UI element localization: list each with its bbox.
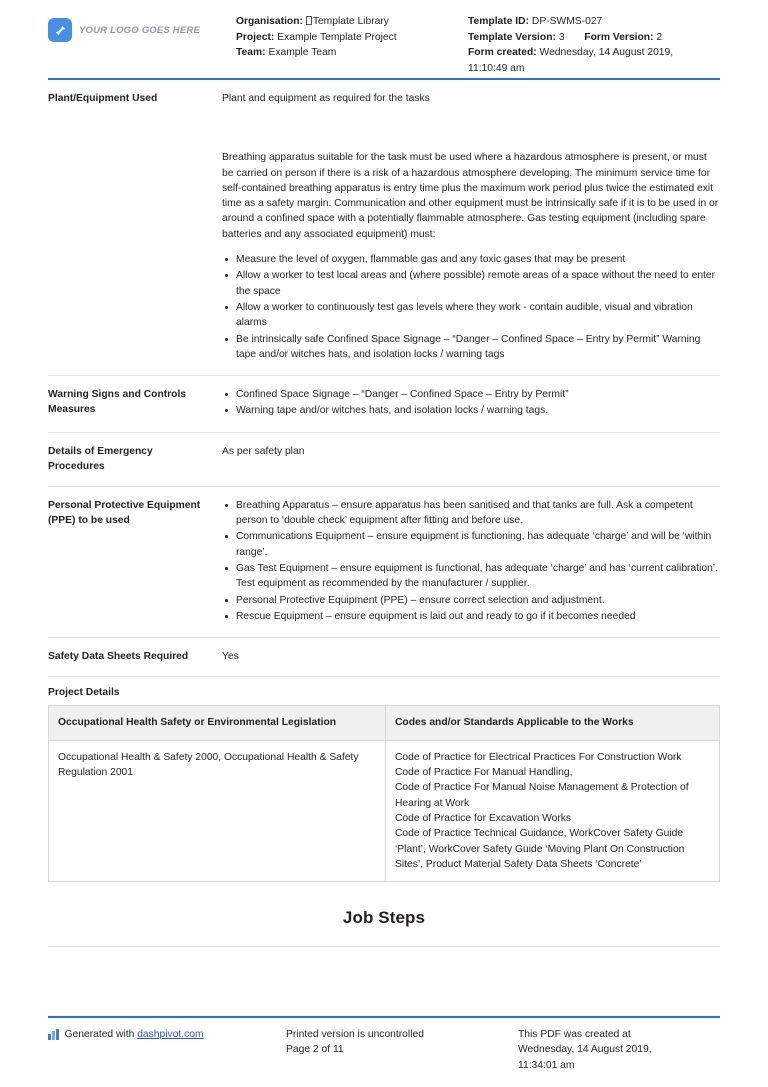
form-created-value: Wednesday, 14 August 2019, <box>539 47 674 58</box>
pdf-created-label: This PDF was created at <box>518 1028 631 1040</box>
section-intro-text: Plant and equipment as required for the tasks <box>222 93 430 104</box>
header-template-column <box>468 14 720 76</box>
section-safety-data-sheets-required <box>48 638 720 677</box>
company-logo-icon <box>48 18 72 42</box>
codes-line: Code of Practice Technical Guidance, WorkCover Safety Guide ‘Plant’, WorkCover Safety Guide ‘Moving Plant On Construction Sites’, Product Material Safety Data Sheets ‘Concrete’ <box>395 828 685 870</box>
footer-columns <box>48 1027 720 1074</box>
table-cell-codes <box>386 740 720 881</box>
section-body <box>222 498 720 625</box>
table-row <box>49 740 720 881</box>
logo-placeholder-text: YOUR LOGO GOES HERE <box>79 24 200 36</box>
form-version-value: 2 <box>656 31 663 43</box>
section-intro-text: As per safety plan <box>222 445 305 457</box>
dashpivot-link[interactable]: dashpivot.com <box>137 1028 204 1040</box>
header-form-created-line <box>468 45 720 61</box>
list-item: Gas Test Equipment – ensure equipment is functional, has adequate ‘charge’ and has ‘current calibration’. Test equipment as recommended by the manufacturer / supplier. <box>222 561 720 592</box>
table-header-row <box>49 706 720 740</box>
list-item: Warning tape and/or witches hats, and isolation locks / warning tags. <box>222 403 720 418</box>
codes-line: Code of Practice For Manual Noise Management & Protection of Hearing at Work <box>395 782 689 809</box>
section-intro-text: Yes <box>222 651 239 663</box>
list-item: Allow a worker to test local areas and (where possible) remote areas of a space without the need to enter the space <box>222 268 720 299</box>
project-label: Project: <box>236 31 275 43</box>
codes-line: Code of Practice for Excavation Works <box>395 812 572 824</box>
section-body <box>222 444 720 474</box>
organisation-value: Template Library <box>312 16 389 27</box>
list-item: Breathing Apparatus – ensure apparatus has been sanitised and that tanks are full. Ask a competent person to ‘double check’ equipment after fitting and before use. <box>222 498 720 529</box>
section-body <box>222 91 720 363</box>
vertical-spacer <box>222 106 720 150</box>
header-org-column <box>236 14 468 61</box>
list-item: Personal Protective Equipment (PPE) – ensure correct selection and adjustment. <box>222 593 720 608</box>
list-item: Measure the level of oxygen, flammable gas and any toxic gases that may be present <box>222 252 720 267</box>
list-item: Communications Equipment – ensure equipment is functioning, has adequate ‘charge’ and will be ‘within range’. <box>222 529 720 560</box>
codes-list <box>395 750 710 872</box>
logo-block <box>48 14 236 42</box>
bar-chart-icon <box>48 1029 59 1040</box>
section-label: Plant/Equipment Used <box>48 93 158 104</box>
section-bullet-list <box>222 252 720 362</box>
header-team-line <box>236 45 468 61</box>
team-value: Example Team <box>268 47 337 58</box>
section-label: Details of Emergency Procedures <box>48 445 153 472</box>
document-footer <box>48 1016 720 1074</box>
footer-divider <box>48 1016 720 1018</box>
section-bullet-list <box>222 387 720 419</box>
project-details-title: Project Details <box>48 687 120 699</box>
printed-version-notice: Printed version is uncontrolled <box>286 1028 424 1040</box>
section-label: Personal Protective Equipment (PPE) to be used <box>48 499 201 526</box>
list-item: Be intrinsically safe Confined Space Signage – “Danger – Confined Space – Entry by Permit” Warning tape and/or witches hats, and isolation locks / warning tags <box>222 332 720 363</box>
header-organisation-line <box>236 14 468 30</box>
job-steps-heading: Job Steps <box>342 908 426 928</box>
section-body <box>222 387 720 420</box>
header-versions-line <box>468 30 720 46</box>
job-steps-divider <box>48 946 720 947</box>
footer-generated-block <box>48 1027 286 1074</box>
section-body <box>222 649 720 664</box>
section-label: Safety Data Sheets Required <box>48 651 189 663</box>
section-paragraph: Breathing apparatus suitable for the task must be used where a hazardous atmosphere is present, or must be carried on person if there is a risk of a hazardous atmosphere developing. The minimum service time for self-contained breathing apparatus is entry time plus the maximum work period plus twice the estimated exit time as a safety margin. Communication and other equipment must be intrinsically safe if it is to be used in or around a confined space with a potentially flammable atmosphere. Gas testing equipment (including spare batteries and any associated equipment) must: <box>222 152 719 240</box>
codes-line: Code of Practice For Manual Handling, <box>395 767 573 779</box>
generated-with-text <box>65 1027 204 1043</box>
section-personal-protective-equipment <box>48 487 720 638</box>
list-item: Rescue Equipment – ensure equipment is laid out and ready to go if it becomes needed <box>222 609 720 624</box>
table-column-header-codes: Codes and/or Standards Applicable to the Works <box>386 706 720 740</box>
project-value: Example Template Project <box>277 31 397 43</box>
footer-print-block <box>286 1027 518 1074</box>
generated-prefix: Generated with <box>64 1028 138 1040</box>
template-version-value: 3 <box>558 31 565 43</box>
table-cell-legislation: Occupational Health & Safety 2000, Occupational Health & Safety Regulation 2001 <box>49 740 386 881</box>
header-project-line <box>236 30 468 46</box>
document-header <box>48 0 720 72</box>
template-id-value: DP-SWMS-027 <box>531 16 603 27</box>
header-form-created-time: 11:10:49 am <box>468 62 525 74</box>
section-warning-signs-and-controls-measures <box>48 376 720 433</box>
codes-line: Code of Practice for Electrical Practices For Construction Work <box>395 751 682 763</box>
template-id-label: Template ID: <box>468 16 530 27</box>
pdf-created-time: 11:34:01 am <box>518 1059 575 1071</box>
footer-pdf-created-block <box>518 1027 720 1074</box>
team-label: Team: <box>236 47 266 58</box>
section-label: Warning Signs and Controls Measures <box>48 389 187 416</box>
page-number: Page 2 of 11 <box>286 1044 344 1055</box>
template-version-label: Template Version: <box>468 31 556 43</box>
list-item: Allow a worker to continuously test gas levels where they work - contain audible, visual and vibration alarms <box>222 300 720 331</box>
table-column-header-legislation: Occupational Health Safety or Environmental Legislation <box>49 706 386 740</box>
section-bullet-list <box>222 498 720 624</box>
organisation-label: Organisation: <box>236 16 303 27</box>
form-created-label: Form created: <box>468 47 537 58</box>
section-details-of-emergency-procedures <box>48 433 720 487</box>
missing-glyph-icon <box>306 16 312 25</box>
form-version-label: Form Version: <box>584 31 654 43</box>
section-plant-equipment-used <box>48 80 720 376</box>
project-details-table <box>48 705 720 882</box>
list-item: Confined Space Signage – “Danger – Confined Space – Entry by Permit” <box>222 387 720 402</box>
header-template-id-line <box>468 14 720 30</box>
pdf-created-date: Wednesday, 14 August 2019, <box>518 1044 652 1055</box>
